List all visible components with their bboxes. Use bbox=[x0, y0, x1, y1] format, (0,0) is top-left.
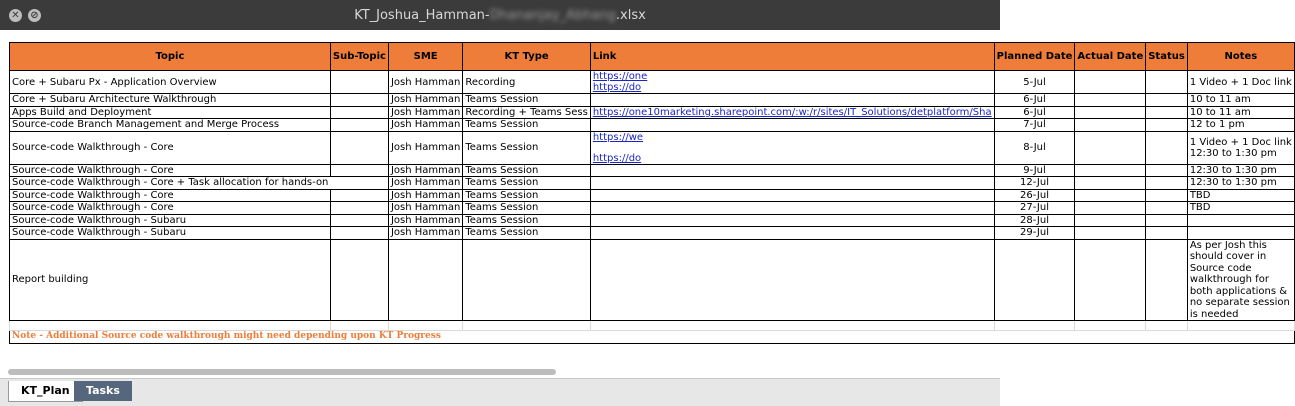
cell-sme[interactable]: Josh Hamman bbox=[388, 227, 462, 240]
header-link[interactable]: Link bbox=[590, 43, 994, 71]
header-notes[interactable]: Notes bbox=[1187, 43, 1294, 71]
cell-actual-date[interactable] bbox=[1075, 131, 1146, 164]
cell-link[interactable] bbox=[590, 119, 994, 132]
cell-link[interactable] bbox=[590, 131, 994, 164]
cell-subtopic[interactable] bbox=[330, 119, 388, 132]
cell-status[interactable] bbox=[1146, 239, 1188, 321]
cell-kt-type[interactable]: Recording + Teams Sess bbox=[463, 106, 591, 119]
header-actual-date[interactable]: Actual Date bbox=[1075, 43, 1146, 71]
notes-line: 1 Video + 1 Doc link bbox=[1189, 136, 1292, 148]
blank-cell[interactable] bbox=[1075, 321, 1146, 331]
cell-link[interactable] bbox=[590, 177, 994, 190]
cell-notes[interactable]: 12 to 1 pm bbox=[1187, 119, 1294, 132]
cell-status[interactable] bbox=[1146, 94, 1188, 107]
cell-kt-type[interactable]: Teams Session bbox=[463, 94, 591, 107]
kt-plan-table bbox=[9, 42, 1295, 344]
cell-actual-date[interactable] bbox=[1075, 177, 1146, 190]
cell-sme[interactable]: Josh Hamman bbox=[388, 177, 462, 190]
cell-actual-date[interactable] bbox=[1075, 71, 1146, 94]
cell-link[interactable] bbox=[590, 214, 994, 227]
cell-kt-type[interactable]: Teams Session bbox=[463, 164, 591, 177]
header-row bbox=[10, 43, 1295, 71]
cell-topic[interactable]: Source-code Walkthrough - Core bbox=[10, 189, 331, 202]
cell-subtopic[interactable] bbox=[330, 202, 388, 215]
cell-sme[interactable]: Josh Hamman bbox=[388, 131, 462, 164]
no-entry-icon[interactable]: ⊘ bbox=[28, 9, 41, 22]
header-kt-type[interactable]: KT Type bbox=[463, 43, 591, 71]
cell-subtopic[interactable] bbox=[330, 164, 388, 177]
cell-sme[interactable]: Josh Hamman bbox=[388, 189, 462, 202]
cell-status[interactable] bbox=[1146, 202, 1188, 215]
cell-notes[interactable] bbox=[1187, 131, 1294, 164]
cell-kt-type[interactable]: Teams Session bbox=[463, 214, 591, 227]
cell-topic[interactable]: Source-code Branch Management and Merge Process bbox=[10, 119, 331, 132]
cell-actual-date[interactable] bbox=[1075, 202, 1146, 215]
link-text[interactable]: https://one bbox=[592, 71, 648, 82]
blank-cell[interactable] bbox=[994, 321, 1075, 331]
note-row bbox=[10, 331, 1295, 344]
header-topic[interactable]: Topic bbox=[10, 43, 331, 71]
cell-topic[interactable]: Source-code Walkthrough - Core + Task allocation for hands-on bbox=[10, 177, 331, 190]
blank-cell[interactable] bbox=[388, 321, 462, 331]
cell-subtopic[interactable] bbox=[330, 106, 388, 119]
table-row bbox=[10, 164, 1295, 177]
cell-link[interactable] bbox=[590, 189, 994, 202]
cell-status[interactable] bbox=[1146, 189, 1188, 202]
cell-subtopic[interactable] bbox=[330, 214, 388, 227]
cell-notes[interactable]: 12:30 to 1:30 pm bbox=[1187, 164, 1294, 177]
table-row bbox=[10, 227, 1295, 240]
kt-progress-note[interactable]: Note - Additional Source code walkthrough might need depending upon KT Progress bbox=[10, 331, 1295, 344]
cell-notes[interactable]: 10 to 11 am bbox=[1187, 106, 1294, 119]
cell-topic[interactable]: Source-code Walkthrough - Core bbox=[10, 164, 331, 177]
cell-planned-date[interactable]: 29-Jul bbox=[994, 227, 1075, 240]
cell-notes[interactable]: TBD bbox=[1187, 189, 1294, 202]
cell-actual-date[interactable] bbox=[1075, 239, 1146, 321]
cell-kt-type[interactable]: Teams Session bbox=[463, 202, 591, 215]
table-row bbox=[10, 214, 1295, 227]
link-text[interactable]: https://one10marketing.sharepoint.com/:w:/r/sites/IT_Solutions/detplatform/Sha bbox=[592, 106, 992, 118]
link-text[interactable]: https://do bbox=[592, 82, 642, 93]
cell-sme[interactable]: Josh Hamman bbox=[388, 106, 462, 119]
cell-sme[interactable] bbox=[388, 239, 462, 321]
cell-topic[interactable]: Core + Subaru Px - Application Overview bbox=[10, 71, 331, 94]
cell-link[interactable] bbox=[590, 227, 994, 240]
cell-link[interactable] bbox=[590, 164, 994, 177]
cell-subtopic[interactable] bbox=[330, 177, 388, 190]
blank-cell[interactable] bbox=[463, 321, 591, 331]
close-icon[interactable]: ✕ bbox=[9, 9, 22, 22]
cell-notes[interactable] bbox=[1187, 227, 1294, 240]
title-obscured: Dhananjay_Abhang bbox=[489, 8, 616, 23]
link-text[interactable]: https://do bbox=[592, 152, 642, 164]
cell-sme[interactable]: Josh Hamman bbox=[388, 202, 462, 215]
cell-kt-type[interactable]: Teams Session bbox=[463, 131, 591, 164]
cell-sme[interactable]: Josh Hamman bbox=[388, 164, 462, 177]
cell-kt-type[interactable]: Teams Session bbox=[463, 119, 591, 132]
table-row bbox=[10, 71, 1295, 94]
header-sme[interactable]: SME bbox=[388, 43, 462, 71]
blank-cell[interactable] bbox=[590, 321, 994, 331]
cell-subtopic[interactable] bbox=[330, 227, 388, 240]
cell-notes[interactable]: As per Josh this should cover in Source code walkthrough for both applications & no separate session is needed bbox=[1187, 239, 1294, 321]
cell-planned-date[interactable]: 26-Jul bbox=[994, 189, 1075, 202]
cell-sme[interactable]: Josh Hamman bbox=[388, 214, 462, 227]
cell-status[interactable] bbox=[1146, 177, 1188, 190]
spreadsheet-area[interactable] bbox=[0, 30, 1292, 375]
cell-notes[interactable]: TBD bbox=[1187, 202, 1294, 215]
title-prefix: KT_Joshua_Hamman- bbox=[354, 8, 490, 23]
window-title bbox=[0, 8, 1000, 23]
table-row bbox=[10, 106, 1295, 119]
cell-status[interactable] bbox=[1146, 214, 1188, 227]
cell-status[interactable] bbox=[1146, 131, 1188, 164]
cell-actual-date[interactable] bbox=[1075, 164, 1146, 177]
cell-status[interactable] bbox=[1146, 71, 1188, 94]
cell-topic[interactable]: Source-code Walkthrough - Core bbox=[10, 131, 331, 164]
tab-tasks[interactable]: Tasks bbox=[74, 381, 132, 401]
cell-notes[interactable] bbox=[1187, 214, 1294, 227]
title-suffix: .xlsx bbox=[615, 8, 646, 23]
cell-planned-date[interactable]: 28-Jul bbox=[994, 214, 1075, 227]
cell-actual-date[interactable] bbox=[1075, 106, 1146, 119]
cell-subtopic[interactable] bbox=[330, 94, 388, 107]
cell-planned-date[interactable]: 9-Jul bbox=[994, 164, 1075, 177]
header-planned-date[interactable]: Planned Date bbox=[994, 43, 1075, 71]
cell-planned-date[interactable]: 6-Jul bbox=[994, 106, 1075, 119]
cell-sme[interactable]: Josh Hamman bbox=[388, 94, 462, 107]
cell-notes[interactable]: 10 to 11 am bbox=[1187, 94, 1294, 107]
cell-kt-type[interactable]: Teams Session bbox=[463, 177, 591, 190]
cell-actual-date[interactable] bbox=[1075, 227, 1146, 240]
cell-status[interactable] bbox=[1146, 164, 1188, 177]
cell-kt-type[interactable] bbox=[463, 239, 591, 321]
cell-topic[interactable]: Source-code Walkthrough - Subaru bbox=[10, 227, 331, 240]
cell-planned-date[interactable]: 8-Jul bbox=[994, 131, 1075, 164]
table-row bbox=[10, 131, 1295, 164]
cell-subtopic[interactable] bbox=[330, 131, 388, 164]
table-row bbox=[10, 177, 1295, 190]
cell-topic[interactable]: Apps Build and Deployment bbox=[10, 106, 331, 119]
cell-kt-type[interactable]: Teams Session bbox=[463, 189, 591, 202]
blank-cell[interactable] bbox=[1187, 321, 1294, 331]
cell-topic[interactable]: Report building bbox=[10, 239, 331, 321]
cell-link[interactable] bbox=[590, 106, 994, 119]
cell-subtopic[interactable] bbox=[330, 71, 388, 94]
cell-topic[interactable]: Source-code Walkthrough - Subaru bbox=[10, 214, 331, 227]
cell-link[interactable] bbox=[590, 71, 994, 94]
cell-status[interactable] bbox=[1146, 119, 1188, 132]
blank-row bbox=[10, 321, 1295, 331]
cell-link[interactable] bbox=[590, 94, 994, 107]
cell-subtopic[interactable] bbox=[330, 239, 388, 321]
cell-planned-date[interactable]: 5-Jul bbox=[994, 71, 1075, 94]
horizontal-scrollbar[interactable] bbox=[8, 369, 556, 375]
cell-planned-date[interactable] bbox=[994, 239, 1075, 321]
blank-cell[interactable] bbox=[1146, 321, 1188, 331]
blank-cell[interactable] bbox=[330, 321, 388, 331]
cell-actual-date[interactable] bbox=[1075, 189, 1146, 202]
table-row bbox=[10, 94, 1295, 107]
table-row bbox=[10, 202, 1295, 215]
cell-link[interactable] bbox=[590, 202, 994, 215]
cell-actual-date[interactable] bbox=[1075, 214, 1146, 227]
cell-status[interactable] bbox=[1146, 106, 1188, 119]
cell-planned-date[interactable]: 27-Jul bbox=[994, 202, 1075, 215]
cell-kt-type[interactable]: Recording bbox=[463, 71, 591, 94]
cell-topic[interactable]: Core + Subaru Architecture Walkthrough bbox=[10, 94, 331, 107]
table-row bbox=[10, 189, 1295, 202]
cell-kt-type[interactable]: Teams Session bbox=[463, 227, 591, 240]
cell-topic[interactable]: Source-code Walkthrough - Core bbox=[10, 202, 331, 215]
title-bar bbox=[0, 0, 1000, 31]
cell-planned-date[interactable]: 7-Jul bbox=[994, 119, 1075, 132]
blank-cell[interactable] bbox=[10, 321, 331, 331]
notes-line: 12:30 to 1:30 pm bbox=[1189, 147, 1277, 159]
header-status[interactable]: Status bbox=[1146, 43, 1188, 71]
cell-planned-date[interactable]: 12-Jul bbox=[994, 177, 1075, 190]
link-text[interactable]: https://we bbox=[592, 131, 644, 143]
cell-subtopic[interactable] bbox=[330, 189, 388, 202]
cell-planned-date[interactable]: 6-Jul bbox=[994, 94, 1075, 107]
sheet-tab-bar bbox=[0, 378, 1000, 406]
cell-actual-date[interactable] bbox=[1075, 119, 1146, 132]
cell-sme[interactable]: Josh Hamman bbox=[388, 71, 462, 94]
tab-kt-plan[interactable]: KT_Plan bbox=[8, 381, 83, 402]
table-row bbox=[10, 239, 1295, 321]
header-subtopic[interactable]: Sub-Topic bbox=[330, 43, 388, 71]
cell-notes[interactable]: 12:30 to 1:30 pm bbox=[1187, 177, 1294, 190]
cell-link[interactable] bbox=[590, 239, 994, 321]
table-row bbox=[10, 119, 1295, 132]
cell-notes[interactable]: 1 Video + 1 Doc link bbox=[1187, 71, 1294, 94]
cell-actual-date[interactable] bbox=[1075, 94, 1146, 107]
cell-status[interactable] bbox=[1146, 227, 1188, 240]
cell-sme[interactable]: Josh Hamman bbox=[388, 119, 462, 132]
